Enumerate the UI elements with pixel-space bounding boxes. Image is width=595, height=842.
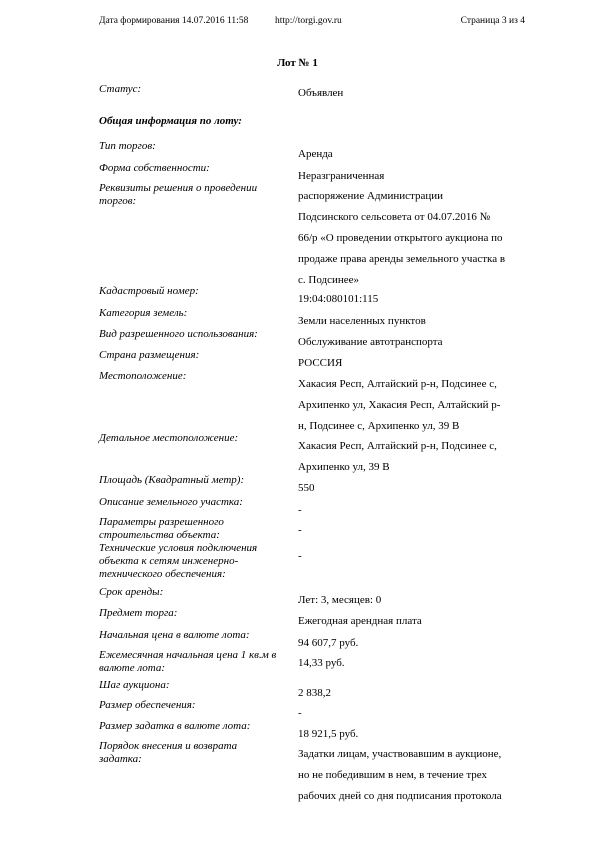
info-value-line: Лет: 3, месяцев: 0 <box>298 594 382 606</box>
section-title: Общая информация по лоту: <box>99 115 242 127</box>
info-value-line: 18 921,5 руб. <box>298 728 359 740</box>
info-label <box>99 649 289 675</box>
info-label <box>99 370 289 383</box>
info-label <box>99 307 289 320</box>
header-date: Дата формирования 14.07.2016 11:58 <box>99 16 249 26</box>
info-value <box>298 744 530 807</box>
info-label-line: Реквизиты решения о проведении <box>99 182 258 194</box>
lot-title: Лот № 1 <box>277 57 318 69</box>
info-value-line: Земли населенных пунктов <box>298 315 426 327</box>
info-value <box>298 144 530 165</box>
info-value <box>298 186 530 291</box>
info-label-line: Размер обеспечения: <box>99 699 196 711</box>
info-label <box>99 740 289 766</box>
info-value <box>298 590 530 611</box>
info-label <box>99 162 289 175</box>
info-label <box>99 182 289 208</box>
info-label-line: Страна размещения: <box>99 349 200 361</box>
info-value-line: Хакасия Респ, Алтайский р-н, Подсинее с, <box>298 378 497 390</box>
info-label-line: Шаг аукциона: <box>99 679 170 691</box>
info-label-line: Вид разрешенного использования: <box>99 328 258 340</box>
info-value <box>298 332 530 353</box>
info-label-line: Тип торгов: <box>99 140 156 152</box>
info-value <box>298 289 530 310</box>
info-value <box>298 520 530 541</box>
info-label-line: Описание земельного участка: <box>99 496 243 508</box>
info-value-line: - <box>298 550 302 562</box>
info-label-line: валюте лота: <box>99 662 165 674</box>
info-label-line: Категория земель: <box>99 307 188 319</box>
info-value-line: Неразграниченная <box>298 170 385 182</box>
info-label <box>99 607 289 620</box>
info-value-line: н, Подсинее с, Архипенко ул, 39 В <box>298 420 460 432</box>
info-label <box>99 474 289 487</box>
info-value-line: рабочих дней со дня подписания протокола <box>298 790 502 802</box>
info-label-line: Кадастровый номер: <box>99 285 199 297</box>
header-url[interactable]: http://torgi.gov.ru <box>275 16 342 26</box>
info-label <box>99 496 289 509</box>
info-value-line: продаже права аренды земельного участка в <box>298 253 506 265</box>
info-label <box>99 349 289 362</box>
info-label <box>99 679 289 692</box>
info-value-line: но не победившим в нем, в течение трех <box>298 769 488 781</box>
info-value-line: Задатки лицам, участвовавшим в аукционе, <box>298 748 502 760</box>
info-value <box>298 633 530 654</box>
info-value <box>298 500 530 521</box>
info-value-line: 19:04:080101:115 <box>298 293 379 305</box>
info-value-line: с. Подсинее» <box>298 274 360 286</box>
info-value-line: 14,33 руб. <box>298 657 345 669</box>
info-value <box>298 166 530 187</box>
info-value <box>298 478 530 499</box>
info-value-line: Подсинского сельсовета от 04.07.2016 № <box>298 211 491 223</box>
info-label-line: Местоположение: <box>99 370 187 382</box>
info-label <box>99 699 289 712</box>
info-label <box>99 629 289 642</box>
info-label <box>99 516 289 542</box>
info-value <box>298 374 530 437</box>
info-value-line: РОССИЯ <box>298 357 343 369</box>
info-label-line: Ежемесячная начальная цена 1 кв.м в <box>99 649 277 661</box>
info-value <box>298 311 530 332</box>
info-value <box>298 703 530 724</box>
info-label <box>99 720 289 733</box>
info-value-line: распоряжение Администрации <box>298 190 443 202</box>
info-label-line: объекта к сетям инженерно- <box>99 555 239 567</box>
info-value-line: Архипенко ул, 39 В <box>298 461 390 473</box>
info-value-line: - <box>298 707 302 719</box>
info-value-line: Обслуживание автотранспорта <box>298 336 443 348</box>
info-value-line: Ежегодная арендная плата <box>298 615 422 627</box>
info-label-line: технического обеспечения: <box>99 568 226 580</box>
info-value-line: 2 838,2 <box>298 687 331 699</box>
info-value-line: 66/р «О проведении открытого аукциона по <box>298 232 503 244</box>
info-value-line: Аренда <box>298 148 333 160</box>
info-value <box>298 546 530 567</box>
info-value-line: 550 <box>298 482 315 494</box>
info-label-line: Порядок внесения и возврата <box>99 740 238 752</box>
info-label-line: Срок аренды: <box>99 586 164 598</box>
info-label-line: строительства объекта: <box>99 529 220 541</box>
info-label-line: Предмет торга: <box>99 607 178 619</box>
info-value <box>298 653 530 674</box>
info-label-line: Форма собственности: <box>99 162 210 174</box>
info-label-line: торгов: <box>99 195 137 207</box>
info-label-line: Размер задатка в валюте лота: <box>99 720 251 732</box>
info-label-line: Детальное местоположение: <box>99 432 239 444</box>
info-value-line: 94 607,7 руб. <box>298 637 359 649</box>
info-value-line: Архипенко ул, Хакасия Респ, Алтайский р- <box>298 399 501 411</box>
info-value <box>298 683 530 704</box>
info-label <box>99 586 289 599</box>
info-value-line: - <box>298 504 302 516</box>
info-label-line: Начальная цена в валюте лота: <box>99 629 250 641</box>
status-label: Статус: <box>99 83 142 95</box>
info-value <box>298 724 530 745</box>
info-value-line: Хакасия Респ, Алтайский р-н, Подсинее с, <box>298 440 497 452</box>
info-label <box>99 285 289 298</box>
header-page-number: Страница 3 из 4 <box>460 16 525 26</box>
info-label-line: Технические условия подключения <box>99 542 258 554</box>
info-value-line: - <box>298 524 302 536</box>
info-value <box>298 611 530 632</box>
info-label <box>99 542 289 581</box>
info-label-line: задатка: <box>99 753 142 765</box>
status-value: Объявлен <box>298 87 344 99</box>
info-label-line: Площадь (Квадратный метр): <box>99 474 245 486</box>
info-label <box>99 140 289 153</box>
info-label <box>99 432 289 445</box>
info-value <box>298 436 530 478</box>
info-value <box>298 353 530 374</box>
info-label <box>99 328 289 341</box>
info-label-line: Параметры разрешенного <box>99 516 224 528</box>
